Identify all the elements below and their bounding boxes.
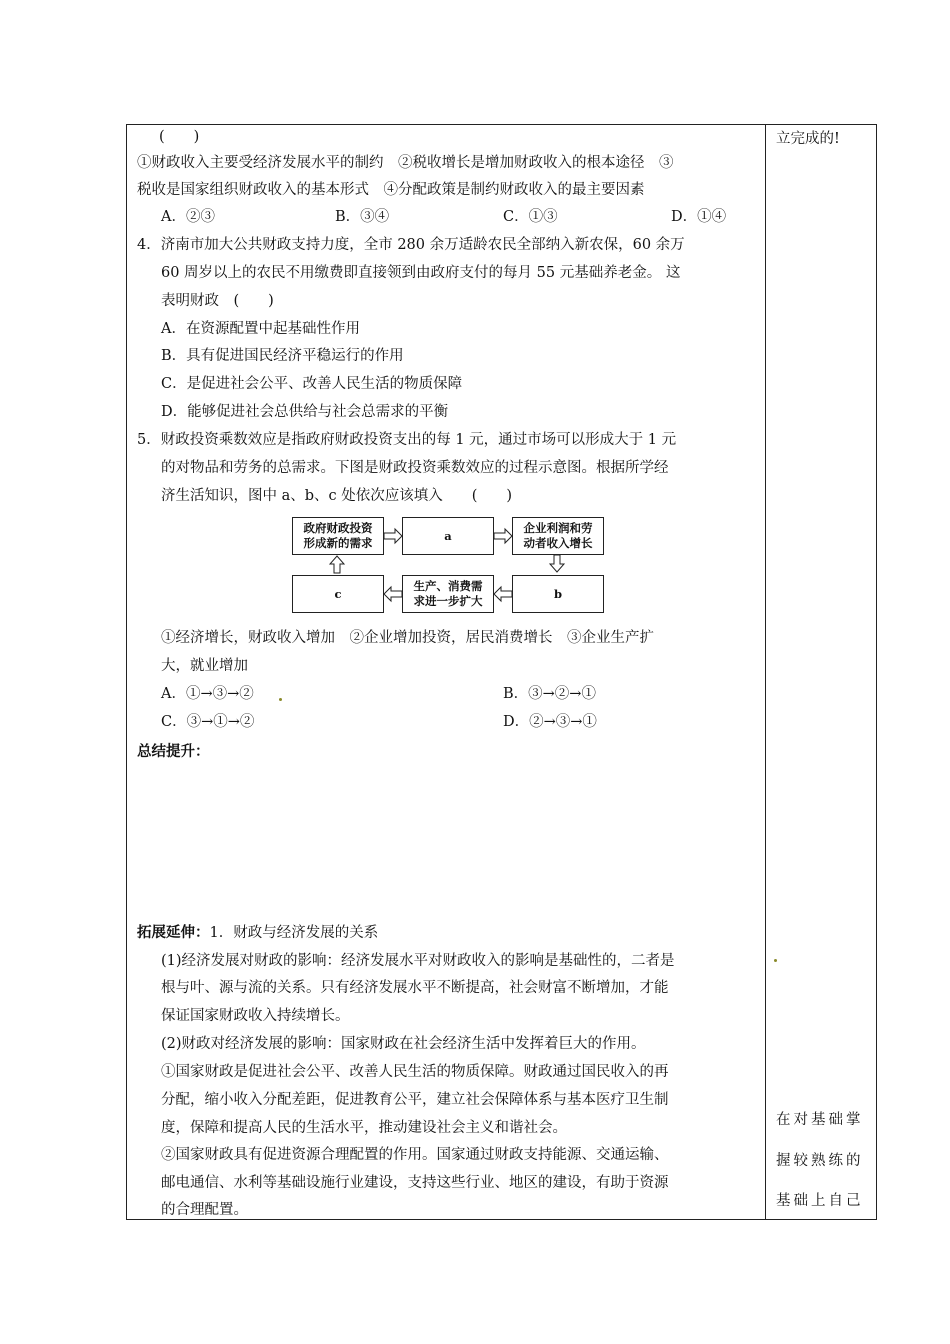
box-label-b: b [553, 586, 563, 601]
side-note-line: 基础上自己 [776, 1193, 864, 1209]
box-text-line: 政府财政投资 [303, 521, 373, 535]
arrow-right-1 [384, 529, 402, 543]
q3-statement-line: ①财政收入主要受经济发展水平的制约 ②税收增长是增加财政收入的根本途径 ③ [137, 155, 674, 171]
arrow-left-1 [494, 587, 512, 601]
q3-stem-tail: ( ) [159, 129, 200, 145]
extension-paragraph-line: ①国家财政是促进社会公平、改善人民生活的物质保障。财政通过国民收入的再 [161, 1064, 669, 1080]
box-label-a: a [444, 528, 452, 543]
q3-option-c: C．①③ [503, 209, 558, 225]
q4-stem-line: 表明财政 ( ) [161, 293, 274, 309]
diagram-box-demand [402, 575, 494, 613]
extension-heading-line [137, 923, 378, 943]
q5-option-a: A．①→③→② [161, 686, 254, 702]
extension-label: 拓展延伸： [137, 924, 210, 941]
box-text-line: 求进一步扩大 [413, 594, 483, 608]
q4-option-d: D．能够促进社会总供给与社会总需求的平衡 [161, 404, 449, 420]
q5-stem-line: 5．财政投资乘数效应是指政府财政投资支出的每 1 元，通过市场可以形成大于 1 元 [137, 432, 677, 448]
extension-paragraph-line: (1)经济发展对财政的影响：经济发展水平对财政收入的影响是基础性的，二者是 [161, 953, 675, 969]
extension-paragraph-line: 根与叶、源与流的关系。只有经济发展水平不断提高，社会财富不断增加，才能 [161, 980, 669, 996]
q5-option-b: B．③→②→① [503, 686, 596, 702]
main-column [127, 125, 765, 1219]
q3-statement-line: 税收是国家组织财政收入的基本形式 ④分配政策是制约财政收入的最主要因素 [137, 182, 645, 198]
arrow-up [330, 556, 344, 573]
diagram-box-investment [292, 517, 384, 555]
side-note-line: 握较熟练的 [776, 1153, 864, 1169]
q5-option-c: C．③→①→② [161, 714, 255, 730]
box-text-line: 企业利润和劳 [523, 521, 593, 535]
diagram-box-a [402, 517, 494, 555]
q3-option-b: B．③④ [335, 209, 390, 225]
q4-option-a: A．在资源配置中起基础性作用 [161, 321, 360, 337]
q5-statement-line: ①经济增长，财政收入增加 ②企业增加投资，居民消费增长 ③企业生产扩 [161, 630, 654, 646]
diagram-box-c [292, 575, 384, 613]
q3-option-d: D．①④ [671, 209, 727, 225]
q5-stem-line: 济生活知识，图中 a、b、c 处依次应该填入 ( ) [161, 488, 513, 504]
extension-heading: 1．财政与经济发展的关系 [209, 925, 379, 941]
arrow-left-2 [384, 587, 402, 601]
box-label-c: c [334, 586, 342, 601]
box-text-line: 动者收入增长 [523, 536, 593, 550]
extension-paragraph-line: 保证国家财政收入持续增长。 [161, 1008, 350, 1024]
box-text-line: 生产、消费需 [413, 579, 483, 593]
q5-stem-line: 的对物品和劳务的总需求。下图是财政投资乘数效应的过程示意图。根据所学经 [161, 460, 669, 476]
extension-paragraph-line: 邮电通信、水利等基础设施行业建设，支持这些行业、地区的建设，有助于资源 [161, 1175, 669, 1191]
q3-option-a: A．②③ [161, 209, 215, 225]
extension-paragraph-line: (2)财政对经济发展的影响：国家财政在社会经济生活中发挥着巨大的作用。 [161, 1036, 646, 1052]
extension-paragraph-line: 分配，缩小收入分配差距，促进教育公平，建立社会保障体系与基本医疗卫生制 [161, 1092, 669, 1108]
q4-stem-line: 60 周岁以上的农民不用缴费即直接领到由政府支付的每月 55 元基础养老金。 这 [161, 265, 681, 281]
box-text-line: 形成新的需求 [303, 536, 373, 550]
stray-dot [279, 698, 282, 701]
side-column [766, 125, 876, 1219]
arrow-down [550, 555, 564, 572]
summary-label: 总结提升： [137, 743, 210, 760]
worksheet-table [126, 124, 877, 1220]
arrow-right-2 [494, 529, 512, 543]
stray-dot [774, 959, 777, 962]
q5-option-d: D．②→③→① [503, 714, 597, 730]
q4-stem-line: 4．济南市加大公共财政支持力度，全市 280 余万适龄农民全部纳入新农保，60 余万 [137, 237, 685, 253]
q4-option-b: B．具有促进国民经济平稳运行的作用 [161, 348, 404, 364]
diagram-box-b [512, 575, 604, 613]
q4-option-c: C．是促进社会公平、改善人民生活的物质保障 [161, 376, 463, 392]
q5-statement-line: 大，就业增加 [161, 658, 248, 674]
extension-paragraph-line: 度，保障和提高人民的生活水平，推动建设社会主义和谐社会。 [161, 1120, 567, 1136]
side-note-line: 在对基础掌 [776, 1112, 864, 1128]
flow-diagram [292, 517, 612, 622]
diagram-box-profit [512, 517, 604, 555]
side-note-top: 立完成的! [776, 131, 840, 147]
extension-paragraph-line: ②国家财政具有促进资源合理配置的作用。国家通过财政支持能源、交通运输、 [161, 1147, 669, 1163]
extension-paragraph-line: 的合理配置。 [161, 1202, 248, 1218]
